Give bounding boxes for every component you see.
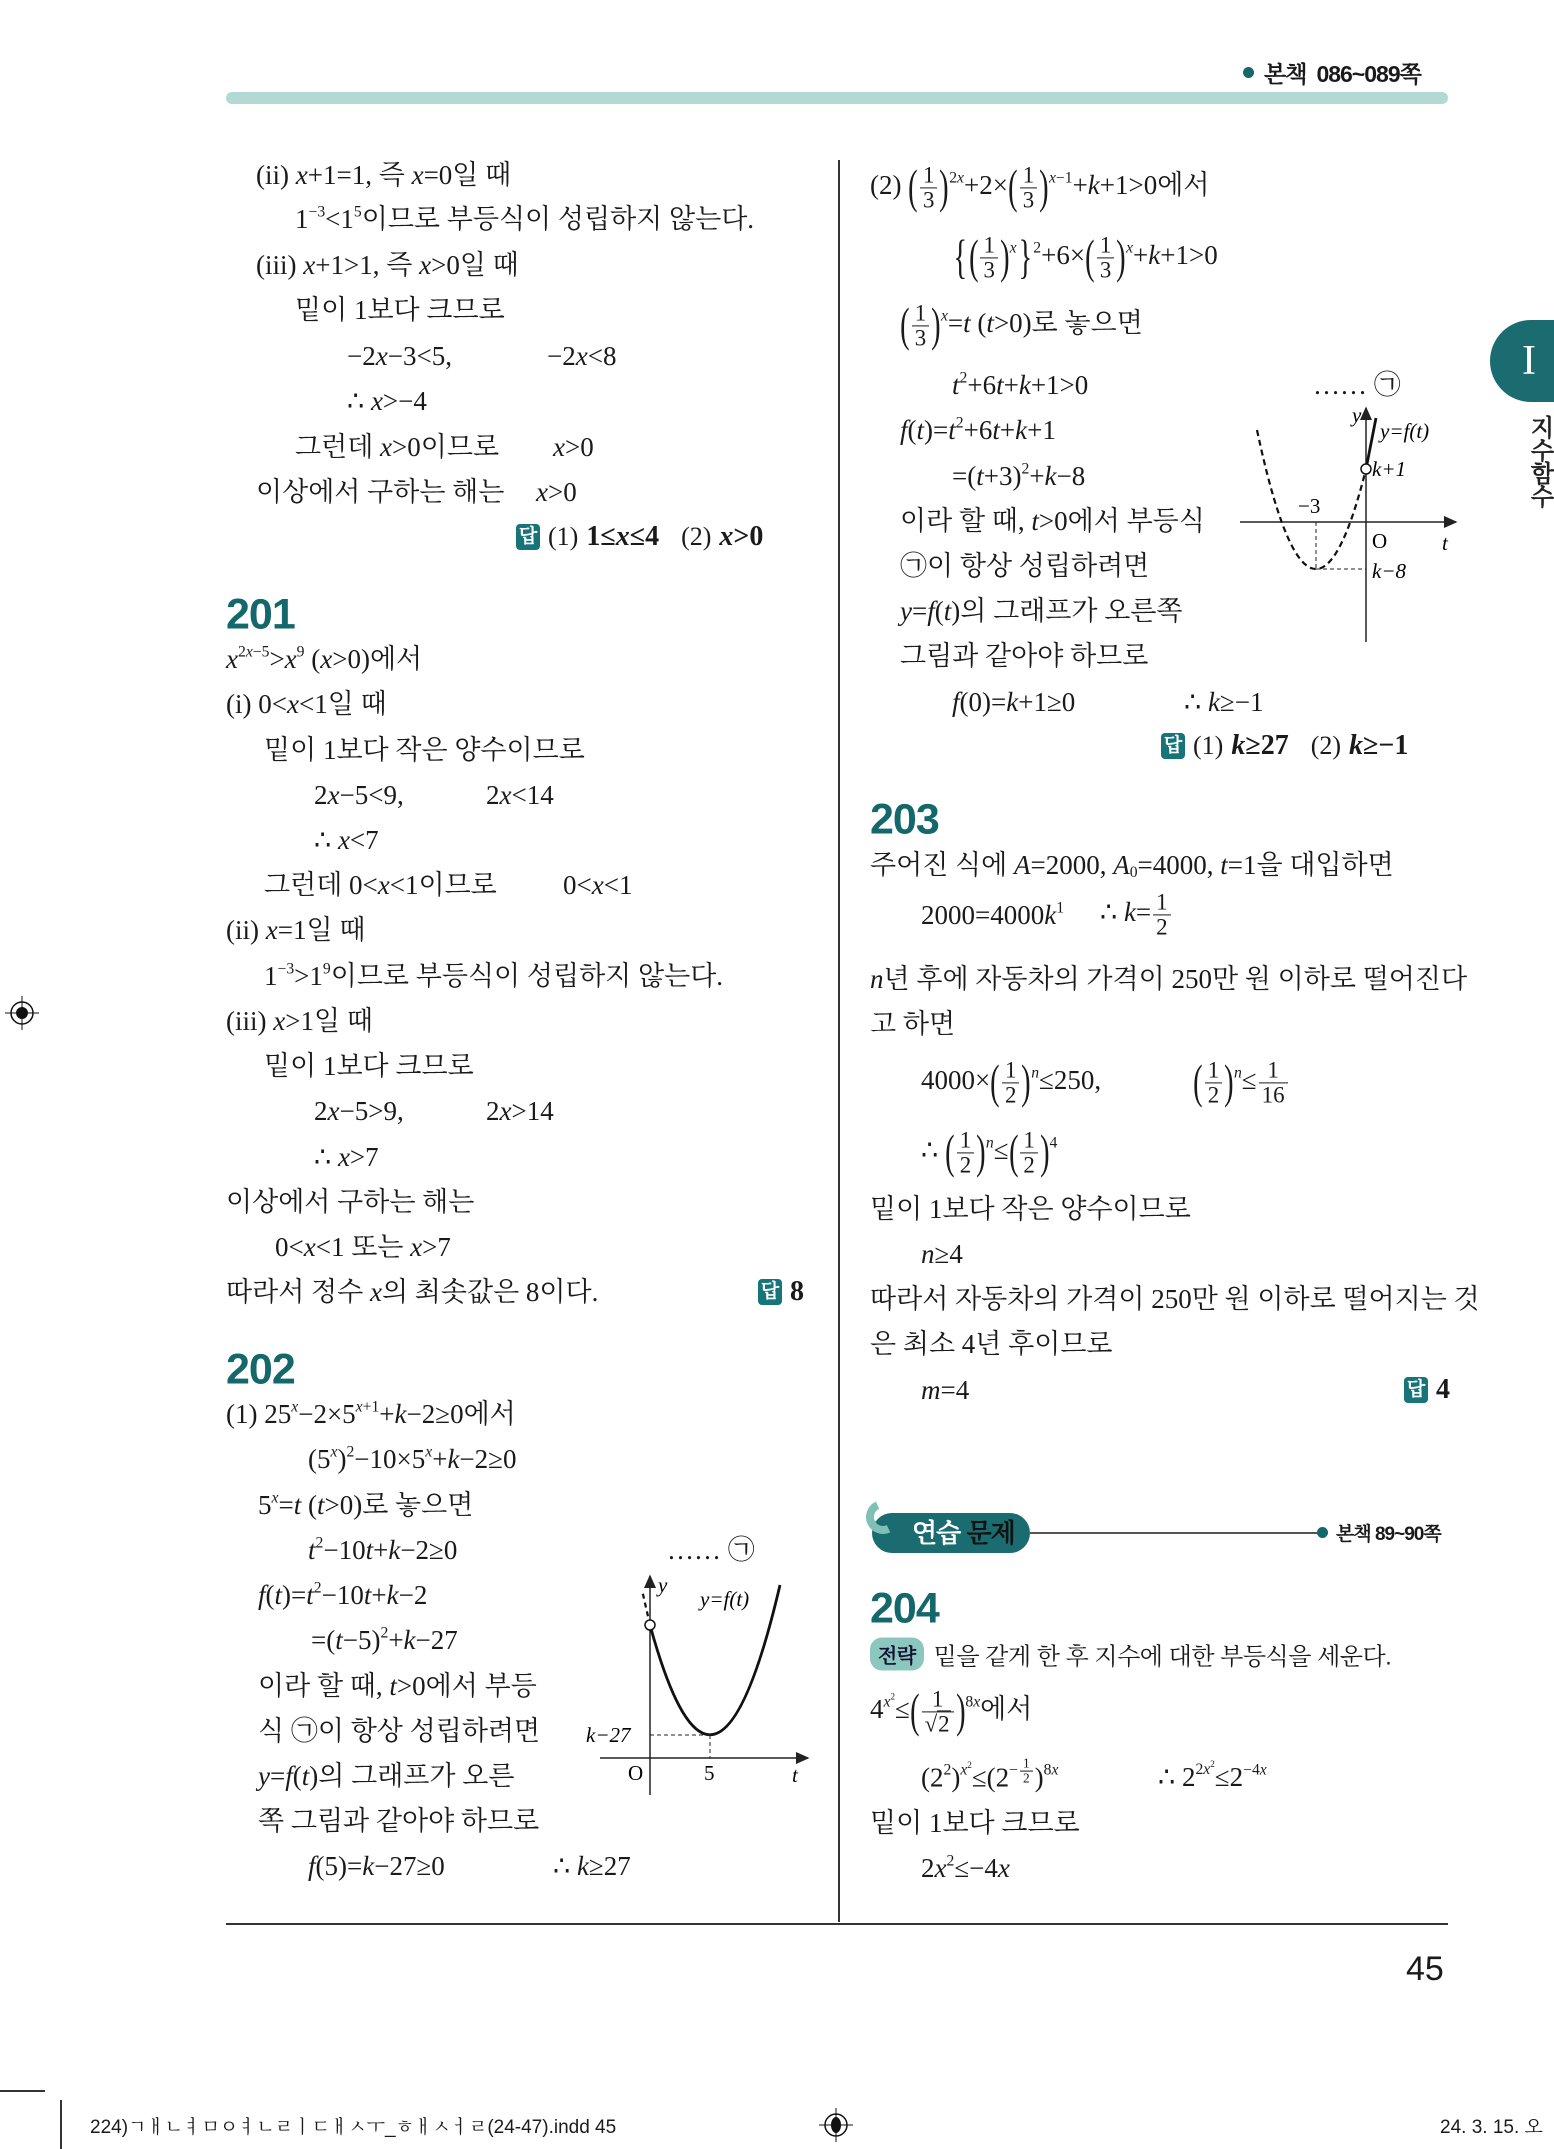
bullet-icon: [1317, 1527, 1328, 1538]
answer-badge: 답: [516, 524, 540, 550]
banner-label-dark: 문제: [966, 1518, 1015, 1548]
curve-label: y=f(t): [700, 1587, 750, 1611]
solution-line: (ii) x=1일 때: [226, 915, 366, 945]
solution-line: $t^2-10t+k-2\ge 0$: [308, 1534, 458, 1565]
solution-line: −2x<8: [547, 341, 617, 371]
min-value-label: k−8: [1372, 559, 1406, 583]
solution-line: 은 최소 4년 후이므로: [870, 1329, 1113, 1359]
problem-number: 204: [870, 1584, 939, 1633]
textbook-page-reference: [1243, 56, 1421, 89]
header-bar: [226, 92, 1448, 104]
answer-badge: 답: [1404, 1377, 1428, 1403]
x-axis-label: t: [792, 1763, 798, 1787]
solution-line: $(2^2)^{x^2}\le(2^{- \frac{1}{2}}$ )$^{8x}$: [921, 1755, 1059, 1793]
answer: [1161, 730, 1408, 762]
strategy-text: 밑을 같게 한 후 지수에 대한 부등식을 세운다.: [933, 1643, 1392, 1671]
solution-line: n년 후에 자동차의 가격이 250만 원 이하로 떨어진다: [870, 964, 1468, 994]
solution-line: $1^{-3}>1^9$이므로 부등식이 성립하지 않는다.: [264, 960, 724, 991]
footer-date: 24. 3. 15. 오: [1440, 2117, 1543, 2138]
curve-label: y=f(t): [1380, 419, 1430, 443]
solution-line: −2x−3<5,: [347, 341, 452, 371]
answer-part-label: (2): [1310, 731, 1342, 760]
solution-line: 밑이 1보다 크므로: [870, 1808, 1080, 1838]
solution-line: 고 하면: [870, 1009, 956, 1039]
solution-line: 이라 할 때, t>0에서 부등: [258, 1671, 537, 1701]
banner-rule: [1030, 1532, 1318, 1534]
answer-value: 4: [1436, 1374, 1450, 1405]
solution-line: 밑이 1보다 크므로: [264, 1051, 474, 1081]
y-axis-label: y: [1352, 403, 1362, 427]
solution-line: 그림과 같아야 하므로: [900, 641, 1149, 671]
solution-line: ㉠이 항상 성립하려면: [900, 551, 1150, 581]
solution-line: 2x−5>9,: [314, 1096, 404, 1126]
solution-line: $f(t)=t^2+6t+k+1$: [900, 414, 1056, 445]
answer-part-label: (1): [548, 522, 579, 551]
solution-line: 주어진 식에 A=2000, $A_0=4000$, t=1을 대입하면: [870, 850, 1394, 882]
solution-line: ∴ $2^{2x^2}\le 2^{-4x}$: [1158, 1759, 1267, 1792]
solution-line: ∴ ( $\frac{1}{2}$ )$^n$≤( $\frac{1}{2}$ )$^4$: [921, 1126, 1058, 1179]
vertex-x-label: −3: [1298, 494, 1321, 518]
y-axis-label: y: [658, 1573, 668, 1597]
graph-202: [580, 1570, 820, 1800]
solution-line: 식 ㉠이 항상 성립하려면: [258, 1716, 541, 1746]
answer-value: 1≤x≤4: [586, 521, 660, 552]
solution-line: $=(t-5)^2+k-27$: [311, 1624, 458, 1655]
x-axis-label: t: [1442, 531, 1448, 555]
crop-mark: [60, 2100, 62, 2149]
reference-text: 본책 89~90쪽: [1336, 1524, 1441, 1545]
crop-mark: [0, 2090, 45, 2092]
page-number: 45: [1406, 1950, 1444, 1988]
solution-line: $2x^2\le-4x$: [921, 1852, 1010, 1883]
banner-label-light: 연습: [912, 1518, 961, 1548]
solution-line: 그런데 0<x<1이므로: [264, 870, 497, 900]
solution-line: 밑이 1보다 크므로: [295, 295, 505, 325]
strategy-line: [870, 1637, 1391, 1672]
intercept-label: k+1: [1372, 457, 1406, 481]
solution-line: 0<x<1: [563, 870, 633, 900]
solution-line: 쪽 그림과 같아야 하므로: [258, 1806, 540, 1836]
solution-line: $=(t+3)^2+k-8$: [952, 460, 1086, 491]
solution-line: 2x>14: [486, 1096, 554, 1126]
solution-line: ∴ x<7: [314, 825, 379, 855]
solution-line: 0<x<1 또는 x>7: [275, 1232, 451, 1262]
solution-line: (1) $25^x-2\times 5^{x+1}+k-2\ge 0$에서: [226, 1398, 516, 1429]
footer-filename: 224)ㄱㅐㄴㅕㅁㅇㅕㄴㄹㅣㄷㅐㅅㅜ_ㅎㅐㅅㅓㄹ(24-47).indd 45: [90, 2117, 617, 2138]
solution-line: (i) 0<x<1일 때: [226, 689, 387, 719]
equation-marker: …… ㉠: [667, 1535, 755, 1565]
registration-mark-icon: [5, 996, 39, 1030]
solution-line: 따라서 정수 x의 최솟값은 8이다.: [226, 1277, 599, 1307]
solution-line: (iii) x+1>1, 즉 x>0일 때: [256, 250, 519, 280]
solution-line: ∴ x>−4: [347, 386, 427, 416]
solution-line: $1^{-3}<1^5$이므로 부등식이 성립하지 않는다.: [295, 203, 755, 234]
solution-line: 2x<14: [486, 780, 554, 810]
solution-line: 이상에서 구하는 해는: [226, 1187, 475, 1217]
solution-line: (2) ( $\frac{1}{3}$ )$^{2x}$+2×( $\frac{1}{3}$ )$^{x-1}$+k+1>0에서: [870, 161, 1210, 214]
solution-line: f(0)=k+1≥0: [952, 687, 1076, 717]
solution-line: $t^2+6t+k+1>0$: [952, 369, 1089, 400]
solution-line: 밑이 1보다 작은 양수이므로: [264, 735, 585, 765]
solution-line: $2000=4000k^1$: [921, 899, 1065, 930]
equation-marker: …… ㉠: [1313, 370, 1401, 400]
chapter-title: 지수함수: [1526, 415, 1553, 507]
solution-line: y=f(t)의 그래프가 오른: [258, 1761, 515, 1791]
solution-line: y=f(t)의 그래프가 오른쪽: [900, 596, 1183, 626]
answer: [516, 521, 763, 553]
solution-line: $(5^x)^2-10\times 5^x+k-2\ge 0$: [308, 1443, 517, 1474]
problem-number: 202: [226, 1345, 295, 1394]
open-point: [1361, 464, 1371, 474]
solution-line: 밑이 1보다 작은 양수이므로: [870, 1194, 1191, 1224]
answer: [1404, 1374, 1450, 1406]
solution-line: $f(t)=t^2-10t+k-2$: [258, 1579, 428, 1610]
bottom-rule: [226, 1923, 1448, 1925]
open-point: [645, 1620, 655, 1630]
solution-line: x>0: [536, 477, 577, 507]
solution-line: ∴ k= $\frac{1}{2}$: [1100, 890, 1173, 939]
answer-part-label: (2): [681, 522, 712, 551]
solution-line: 따라서 자동차의 가격이 250만 원 이하로 떨어지는 것: [870, 1284, 1480, 1314]
solution-line: 이상에서 구하는 해는: [256, 477, 505, 507]
problem-number: 201: [226, 590, 295, 639]
solution-line: (ii) x+1=1, 즉 x=0일 때: [256, 160, 512, 190]
chapter-tab: I: [1490, 320, 1554, 402]
answer-badge: 답: [758, 1279, 782, 1305]
answer: [758, 1276, 804, 1308]
answer-value: k≥27: [1231, 730, 1289, 761]
solution-line: (iii) x>1일 때: [226, 1006, 373, 1036]
answer-value: 8: [790, 1276, 804, 1307]
solution-line: {( $\frac{1}{3}$ )$^x$}$^2$+6×( $\frac{1}{3}$ )$^x$+k+1>0: [953, 231, 1218, 284]
solution-line: ( $\frac{1}{2}$ )$^n$≤ $\frac{1}{16}$: [1193, 1058, 1290, 1107]
reference-label: 본책: [1264, 61, 1307, 87]
registration-mark-icon: [819, 2108, 853, 2142]
origin-label: O: [628, 1761, 644, 1785]
answer-part-label: (1): [1193, 731, 1224, 760]
answer-badge: 답: [1161, 733, 1185, 759]
bullet-icon: [1243, 67, 1254, 78]
solution-line: x>0: [553, 432, 594, 462]
solution-line: ∴ k≥−1: [1184, 687, 1264, 717]
strategy-badge: 전략: [870, 1638, 924, 1671]
solution-line: n≥4: [921, 1239, 963, 1269]
solution-line: ∴ k≥27: [553, 1851, 631, 1881]
graph-202-2: [1230, 400, 1462, 650]
solution-line: f(5)=k−27≥0: [308, 1851, 445, 1881]
column-divider: [838, 160, 840, 1922]
solution-line: 그런데 x>0이므로: [295, 432, 500, 462]
reference-pages: 086~089쪽: [1316, 61, 1421, 87]
origin-label: O: [1372, 529, 1388, 553]
solution-line: ( $\frac{1}{3}$ )$^x$=t (t>0)로 놓으면: [900, 299, 1143, 352]
solution-line: $4^{x^2}\le$( $\frac{1}{√2}$ )$^{8x}$에서: [870, 1685, 1033, 1738]
problem-number: 203: [870, 795, 939, 844]
vertex-x-label: 5: [704, 1761, 715, 1785]
solution-line: 4000×( $\frac{1}{2}$ )$^n$≤250,: [921, 1056, 1102, 1109]
min-value-label: k−27: [586, 1723, 631, 1747]
solution-line: ∴ x>7: [314, 1142, 379, 1172]
solution-line: 이라 할 때, t>0에서 부등식: [900, 506, 1205, 536]
solution-line: m=4: [921, 1375, 970, 1405]
solution-line: $x^{2x-5}>x^9$ (x>0)에서: [226, 643, 423, 674]
answer-value: x>0: [719, 521, 764, 552]
solution-line: 2x−5<9,: [314, 780, 404, 810]
practice-page-reference: [1317, 1519, 1441, 1546]
answer-value: k≥−1: [1349, 730, 1409, 761]
solution-line: $5^x=t$ (t>0)로 놓으면: [258, 1489, 474, 1520]
